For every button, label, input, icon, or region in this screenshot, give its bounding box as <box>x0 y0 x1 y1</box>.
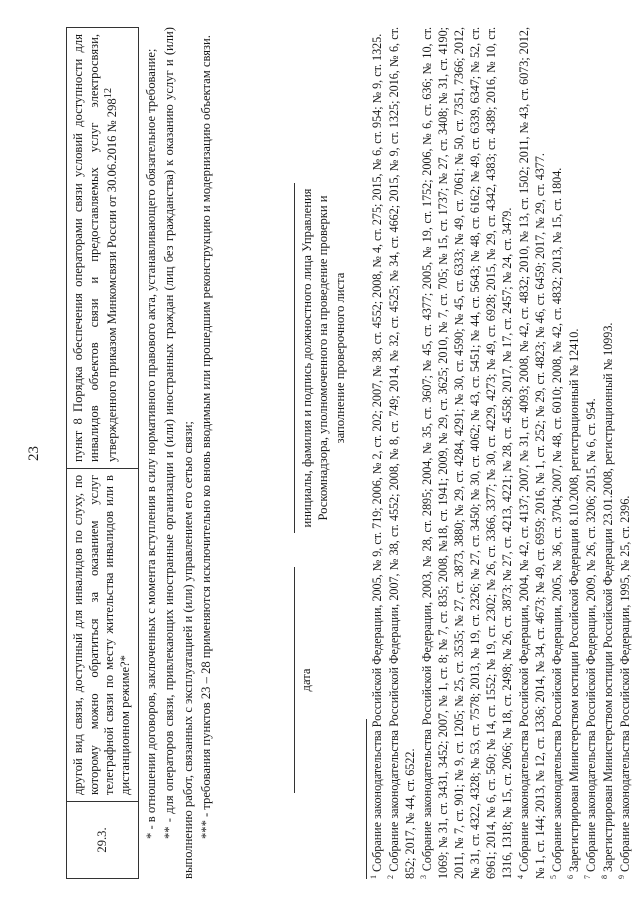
footnote-number: 3 <box>418 875 428 879</box>
page-number: 23 <box>26 446 42 461</box>
footnote-text: Собрание законодательства Российской Федерации, 2005, № 36, ст. 3704; 2007, № 48, ст. 6010; 2008, № 42, ст. 4832; 2013, № 15, ст. 1804. <box>549 167 564 872</box>
requirements-table <box>66 27 139 879</box>
footnote-number: 1 <box>369 875 378 879</box>
footnote-text: Собрание законодательства Российской Федерации, 2004, № 42, ст. 4137; 2007, № 31, ст. 4093; 2008, № 42, ст. 4832; 2010, № 13, ст. 1502; 2011, № 43, ст. 6073; 2012, № 1, ст. 144; 2013, № 12, ст. 1336; 2014, № 34, ст. 4673; № 49, ст. 6959; 2016, № 1, ст. 252; № 29, ст. 4823; № 46, ст. 6459; 2017, № 29, ст. 4377. <box>516 27 547 879</box>
footnote-number: 5 <box>548 875 558 879</box>
footnote-item <box>369 27 386 879</box>
footnote-number: 2 <box>385 875 395 879</box>
footnote-item <box>516 27 549 879</box>
footnote-item <box>617 27 634 879</box>
footnote-text: Собрание законодательства Российской Федерации, 2003, № 28, ст. 2895; 2004, № 35, ст. 3607; № 45, ст. 4377; 2005, № 19, ст. 1752; 2006, № 6, ст. 636; № 10, ст. 1069; № 31, ст. 3431, 3452; 2007, № 1, ст. 8; № 7, ст. 835; 2008, №18, ст. 1941; 2009, № 29, ст. 3625; 2010, № 7, ст. 705; № 15, ст. 1737; № 27, ст. 3408; № 31, ст. 4190; 2011, № 7, ст. 901; № 9, ст. 1205; № 25, ст. 3535; № 27, ст. 3873, 3880; № 29, ст. 4284, 4291; № 30, ст. 4590; № 45, ст. 6333; № 49, ст. 7061; № 50, ст. 7351, 7366; 2012, № 31, ст. 4322, 4328; № 53, ст. 7578; 2013, № 19, ст. 2326; № 27, ст. 3450; № 30, ст. 4062; № 43, ст. 5451; № 44, ст. 5643; № 48, ст. 6162; № 49, ст. 6339, 6347; № 52, ст. 6961; 2014, № 6, ст. 560; № 14, ст. 1552; № 19, ст. 2302; № 26, ст. 3366, 3377; № 30, ст. 4229, 4273; № 49, ст. 6928; 2015, № 29, ст. 4342, 4383; ст. 4389; 2016, № 10, ст. 1316, 1318; № 15, ст. 2066; № 18, ст. 2498; № 26, ст. 3873; № 27, ст. 4213, 4221; № 28, ст. 4558; 2017, № 17, ст. 2457; № 24, ст. 3479. <box>419 27 514 879</box>
legal-reference-text: пункт 8 Порядка обеспечения операторами связи условий доступности для инвалидов объектов связи и предоставляемых услуг электросвязи, утвержденного приказом Минкомсвязи России от 30.06.2016 № 298 <box>71 34 120 462</box>
footnote-text: Собрание законодательства Российской Федерации, 2009, № 26, ст. 3206; 2015, № 6, ст. 954. <box>583 398 598 872</box>
table-notes <box>142 27 215 879</box>
inspector-signature-line <box>294 183 295 533</box>
inspector-label: инициалы, фамилия и подпись должностного лица Управления Роскомнадзора, уполномоченного на проведение проверки и заполнение проверочного листа <box>300 188 347 528</box>
footnote-number: 8 <box>599 875 609 879</box>
legal-reference <box>67 28 139 469</box>
footnote-item <box>566 27 583 879</box>
footnote-text: Собрание законодательства Российской Федерации, 2005, № 9, ст. 719; 2006, № 2, ст. 202; 2007, № 38, ст. 4552; 2008, № 4, ст. 275; 2015, № 6, ст. 954; № 9, ст. 1325. <box>370 33 385 872</box>
note-single-asterisk: * - в отношении договоров, заключенных с момента вступления в силу нормативного правового акта, устанавливающего обязательное требование; <box>144 48 158 839</box>
signature-inspector-block <box>294 183 348 533</box>
requirement-text: другой вид связи, доступный для инвалидов по слуху, по которому можно обратиться за оказанием услуг телеграфной связи по месту жительства инвалидов или в дистанционном режиме?* <box>67 469 139 802</box>
row-number: 29.3. <box>67 802 139 879</box>
note-triple-asterisk: *** - требования пунктов 23 – 28 применяются исключительно ко вновь вводимым или прошедшим реконструкцию и модернизацию объектам связи. <box>198 35 213 839</box>
footnote-item <box>583 27 600 879</box>
footnote-number: 6 <box>565 875 575 879</box>
signature-date-block <box>294 567 314 793</box>
date-label: дата <box>299 668 313 692</box>
footnote-text: Зарегистрирован Министерством юстиции Российской Федерации 8.10.2008, регистрационный № 12410. <box>566 328 581 872</box>
legal-reference-footnote-mark: 12 <box>103 87 115 99</box>
footnote-item <box>419 27 516 879</box>
footnote-item <box>386 27 419 879</box>
footnote-text: Собрание законодательства Российской Федерации, 2007, № 38, ст. 4552; 2008, № 8, ст. 749; 2014, № 32, ст. 4525; № 34, ст. 4662; 2015, № 9, ст. 1325; 2016, № 6, ст. 852; 2017, № 44, ст. 6522. <box>387 27 417 879</box>
footnote-text: Собрание законодательства Российской Федерации, 1995, № 25, ст. 2396. <box>617 495 632 872</box>
footnote-number: 7 <box>582 875 592 879</box>
footnote-number: 9 <box>616 875 626 879</box>
footnote-item <box>549 27 566 879</box>
footnote-number: 4 <box>515 875 525 879</box>
footnote-text: Зарегистрирован Министерством юстиции Российской Федерации 23.01.2008, регистрационный № 10993. <box>600 322 615 872</box>
table-row <box>67 28 139 879</box>
footnotes <box>366 27 634 879</box>
footnote-item <box>600 27 617 879</box>
date-signature-line <box>294 567 295 793</box>
footnote-separator <box>366 719 367 879</box>
note-double-asterisk: ** - для операторов связи, привлекающих иностранные организации и (или) иностранных граждан (лиц без гражданства) к оказанию услуг и (или) выполнению работ, связанных с эксплуатацией и (или) управлением его сетью связи; <box>162 27 195 879</box>
